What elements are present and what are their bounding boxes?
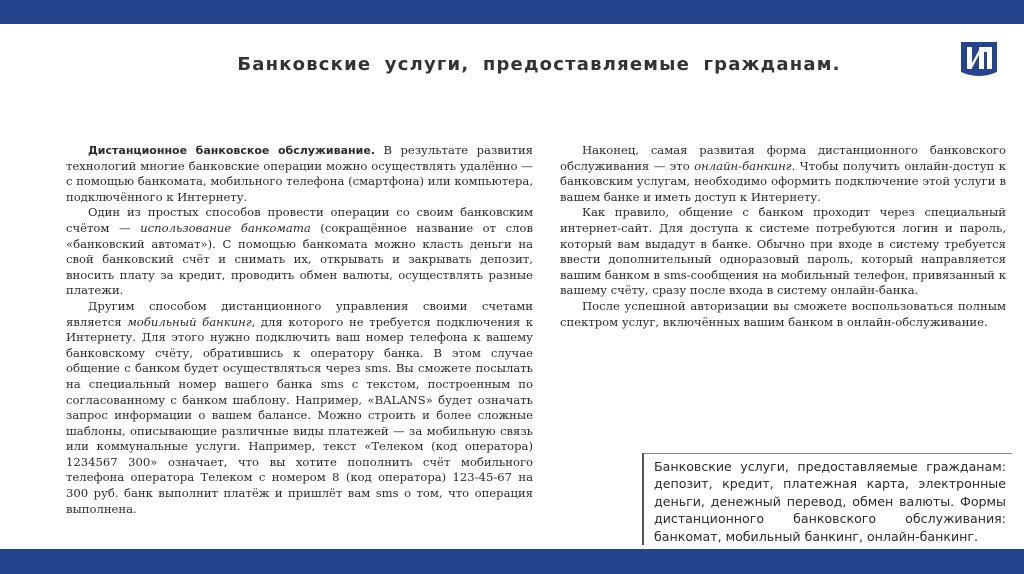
bottom-bar xyxy=(0,549,1024,574)
paragraph-text: Наконец, самая развитая форма дистанционного банковского обслуживания — это xyxy=(560,143,1006,173)
slide-title: Банковские услуги, предоставляемые гражданам. xyxy=(237,54,841,75)
paragraph-mobile-banking xyxy=(66,299,533,517)
paragraph-authorization: После успешной авторизации вы сможете воспользоваться полным спектром услуг, включённых вашим банком в онлайн-обслуживание. xyxy=(560,298,1006,329)
term-emphasis: онлайн-банкинг xyxy=(694,158,792,173)
paragraph-text: (сокращённое название от слов «банковский автомат»). С помощью банкомата можно класть деньги на свой банковский счёт и снимать их, открывать и закрывать депозит, вносить плату за кредит, проводить обмен валюты, осуществлять разные платежи. xyxy=(66,220,533,298)
summary-box: Банковские услуги, предоставляемые гражданам: депозит, кредит, платежная карта, электронные деньги, денежный перевод, обмен валюты. Формы дистанционного банковского обслуживания: банкомат, мобильный банкинг, онлайн-банкинг. xyxy=(642,453,1012,545)
paragraph-lead: Дистанционное банковское обслуживание. xyxy=(88,144,375,157)
paragraph-login: Как правило, общение с банком проходит через специальный интернет-сайт. Для доступа к системе потребуются логин и пароль, который вам выдадут в банке. Обычно при входе в систему требуется ввести дополнительный одноразовый пароль, который направляется вашим банком в sms-сообщения на мобильный телефон, привязанный к вашему счёту, сразу после входа в систему онлайн-банка. xyxy=(560,205,1006,298)
paragraph-remote-banking xyxy=(66,143,533,205)
term-emphasis: использование банкомата xyxy=(140,220,311,235)
right-text-column xyxy=(560,143,1006,330)
top-bar xyxy=(0,0,1024,24)
paragraph-text: , для которого не требуется подключения к Интернету. Для этого нужно подключить ваш номер телефона к вашему банковскому счёту, обратившись к оператору банка. В этом случае общение с банком будет осуществляться через sms. Вы сможете посылать на специальный номер вашего банка sms с текстом, построенным по согласованному с банком шаблону. Например, «BALANS» будет означать запрос информации о вашем балансе. Можно строить и более сложные шаблоны, описывающие различные виды платежей — за мобильную связь или коммунальные услуги. Например, текст «Телеком (код оператора) 1234567 300» означает, что вы хотите пополнить счёт мобильного телефона оператора Телеком с номером 8 (код оператора) 123-45-67 на 300 руб. банк выполнит платёж и пришлёт вам sms о том, что операция выполнена. xyxy=(66,314,533,516)
paragraph-text: Один из простых способов провести операции со своим банковским счётом — xyxy=(66,205,533,235)
paragraph-text: Другим способом дистанционного управления своими счетами является xyxy=(66,298,533,329)
term-emphasis: мобильный банкинг xyxy=(127,314,252,329)
publisher-logo xyxy=(958,38,1000,80)
paragraph-online-banking xyxy=(560,143,1006,205)
paragraph-text: . Чтобы получить онлайн-доступ к банковским услугам, необходимо оформить подключение этой услуги в вашем банке и иметь доступ к Интернету. xyxy=(560,158,1006,204)
left-text-column xyxy=(66,143,533,517)
paragraph-text: В результате развития технологий многие банковские операции можно осуществлять удалённо — с помощью банкомата, мобильного телефона (смартфона) или компьютера, подключённого к Интернету. xyxy=(66,143,533,204)
paragraph-atm xyxy=(66,205,533,299)
